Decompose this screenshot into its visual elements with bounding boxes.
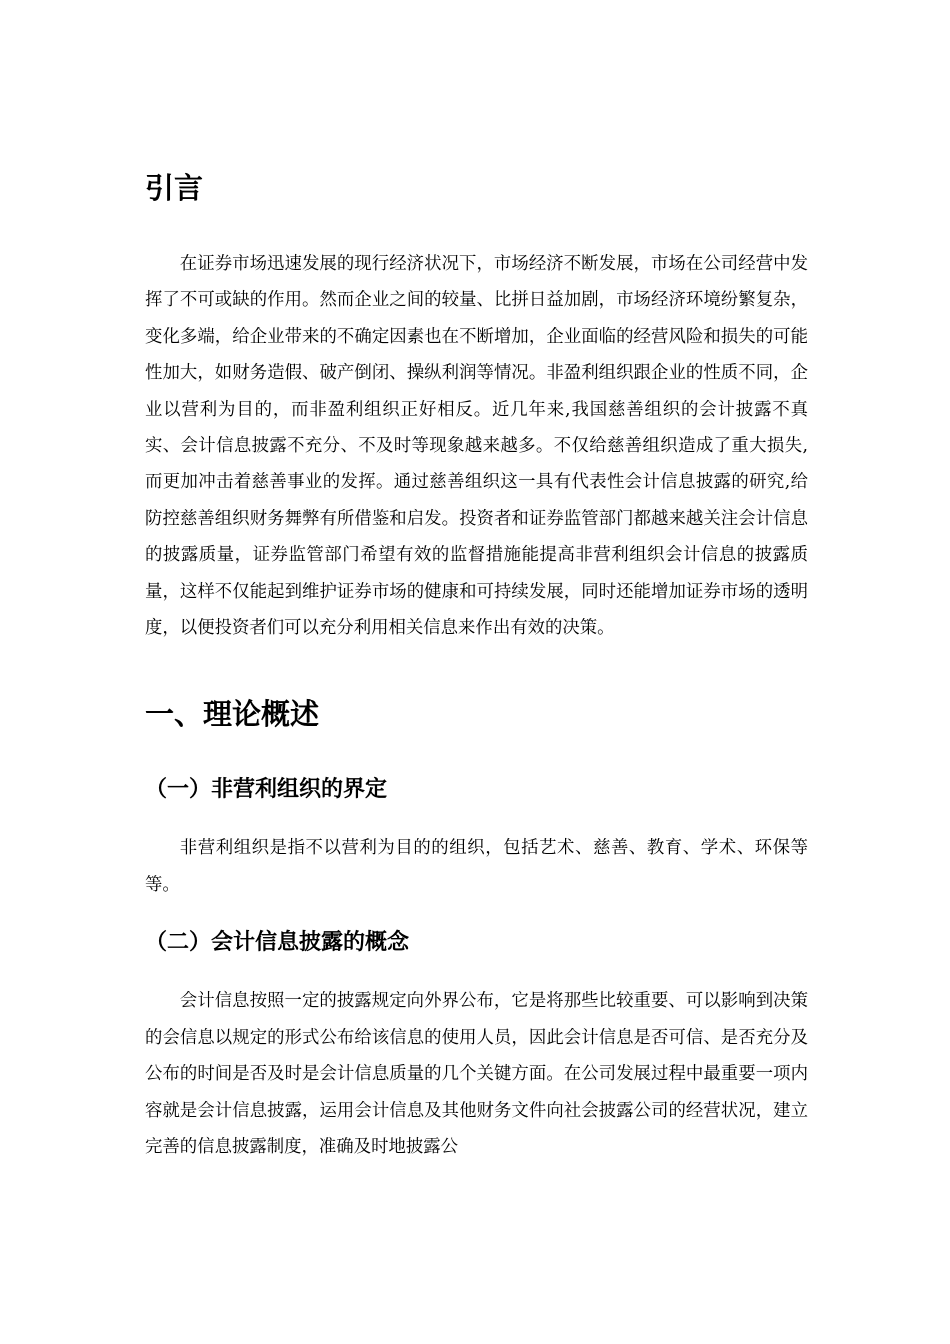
paragraph-intro: 在证券市场迅速发展的现行经济状况下，市场经济不断发展，市场在公司经营中发挥了不可或缺的作用。然而企业之间的较量、比拼日益加剧，市场经济环境纷繁复杂，变化多端，给企业带来的不确定因素也在不断增加，企业面临的经营风险和损失的可能性加大，如财务造假、破产倒闭、操纵利润等情况。非盈利组织跟企业的性质不同，企业以营利为目的，而非盈利组织正好相反。近几年来,我国慈善组织的会计披露不真实、会计信息披露不充分、不及时等现象越来越多。不仅给慈善组织造成了重大损失,而更加冲击着慈善事业的发挥。通过慈善组织这一具有代表性会计信息披露的研究,给防控慈善组织财务舞弊有所借鉴和启发。投资者和证券监管部门都越来越关注会计信息的披露质量，证券监管部门希望有效的监督措施能提高非营利组织会计信息的披露质量，这样不仅能起到维护证券市场的健康和可持续发展，同时还能增加证券市场的透明度，以便投资者们可以充分利用相关信息来作出有效的决策。: [145, 254, 808, 639]
subsection-title-disclosure-concept: （二）会计信息披露的概念: [145, 930, 410, 956]
section-title-intro: 引言: [145, 171, 204, 205]
subsection-title-nonprofit-definition: （一）非营利组织的界定: [145, 777, 388, 803]
paragraph-nonprofit-definition: 非营利组织是指不以营利为目的的组织，包括艺术、慈善、教育、学术、环保等等。: [145, 838, 808, 895]
paragraph-disclosure-concept: 会计信息按照一定的披露规定向外界公布，它是将那些比较重要、可以影响到决策的会信息以规定的形式公布给该信息的使用人员，因此会计信息是否可信、是否充分及公布的时间是否及时是会计信息质量的几个关键方面。在公司发展过程中最重要一项内容就是会计信息披露，运用会计信息及其他财务文件向社会披露公司的经营状况，建立完善的信息披露制度，准确及时地披露公: [145, 991, 808, 1157]
section-title-theory: 一、理论概述: [145, 697, 320, 732]
